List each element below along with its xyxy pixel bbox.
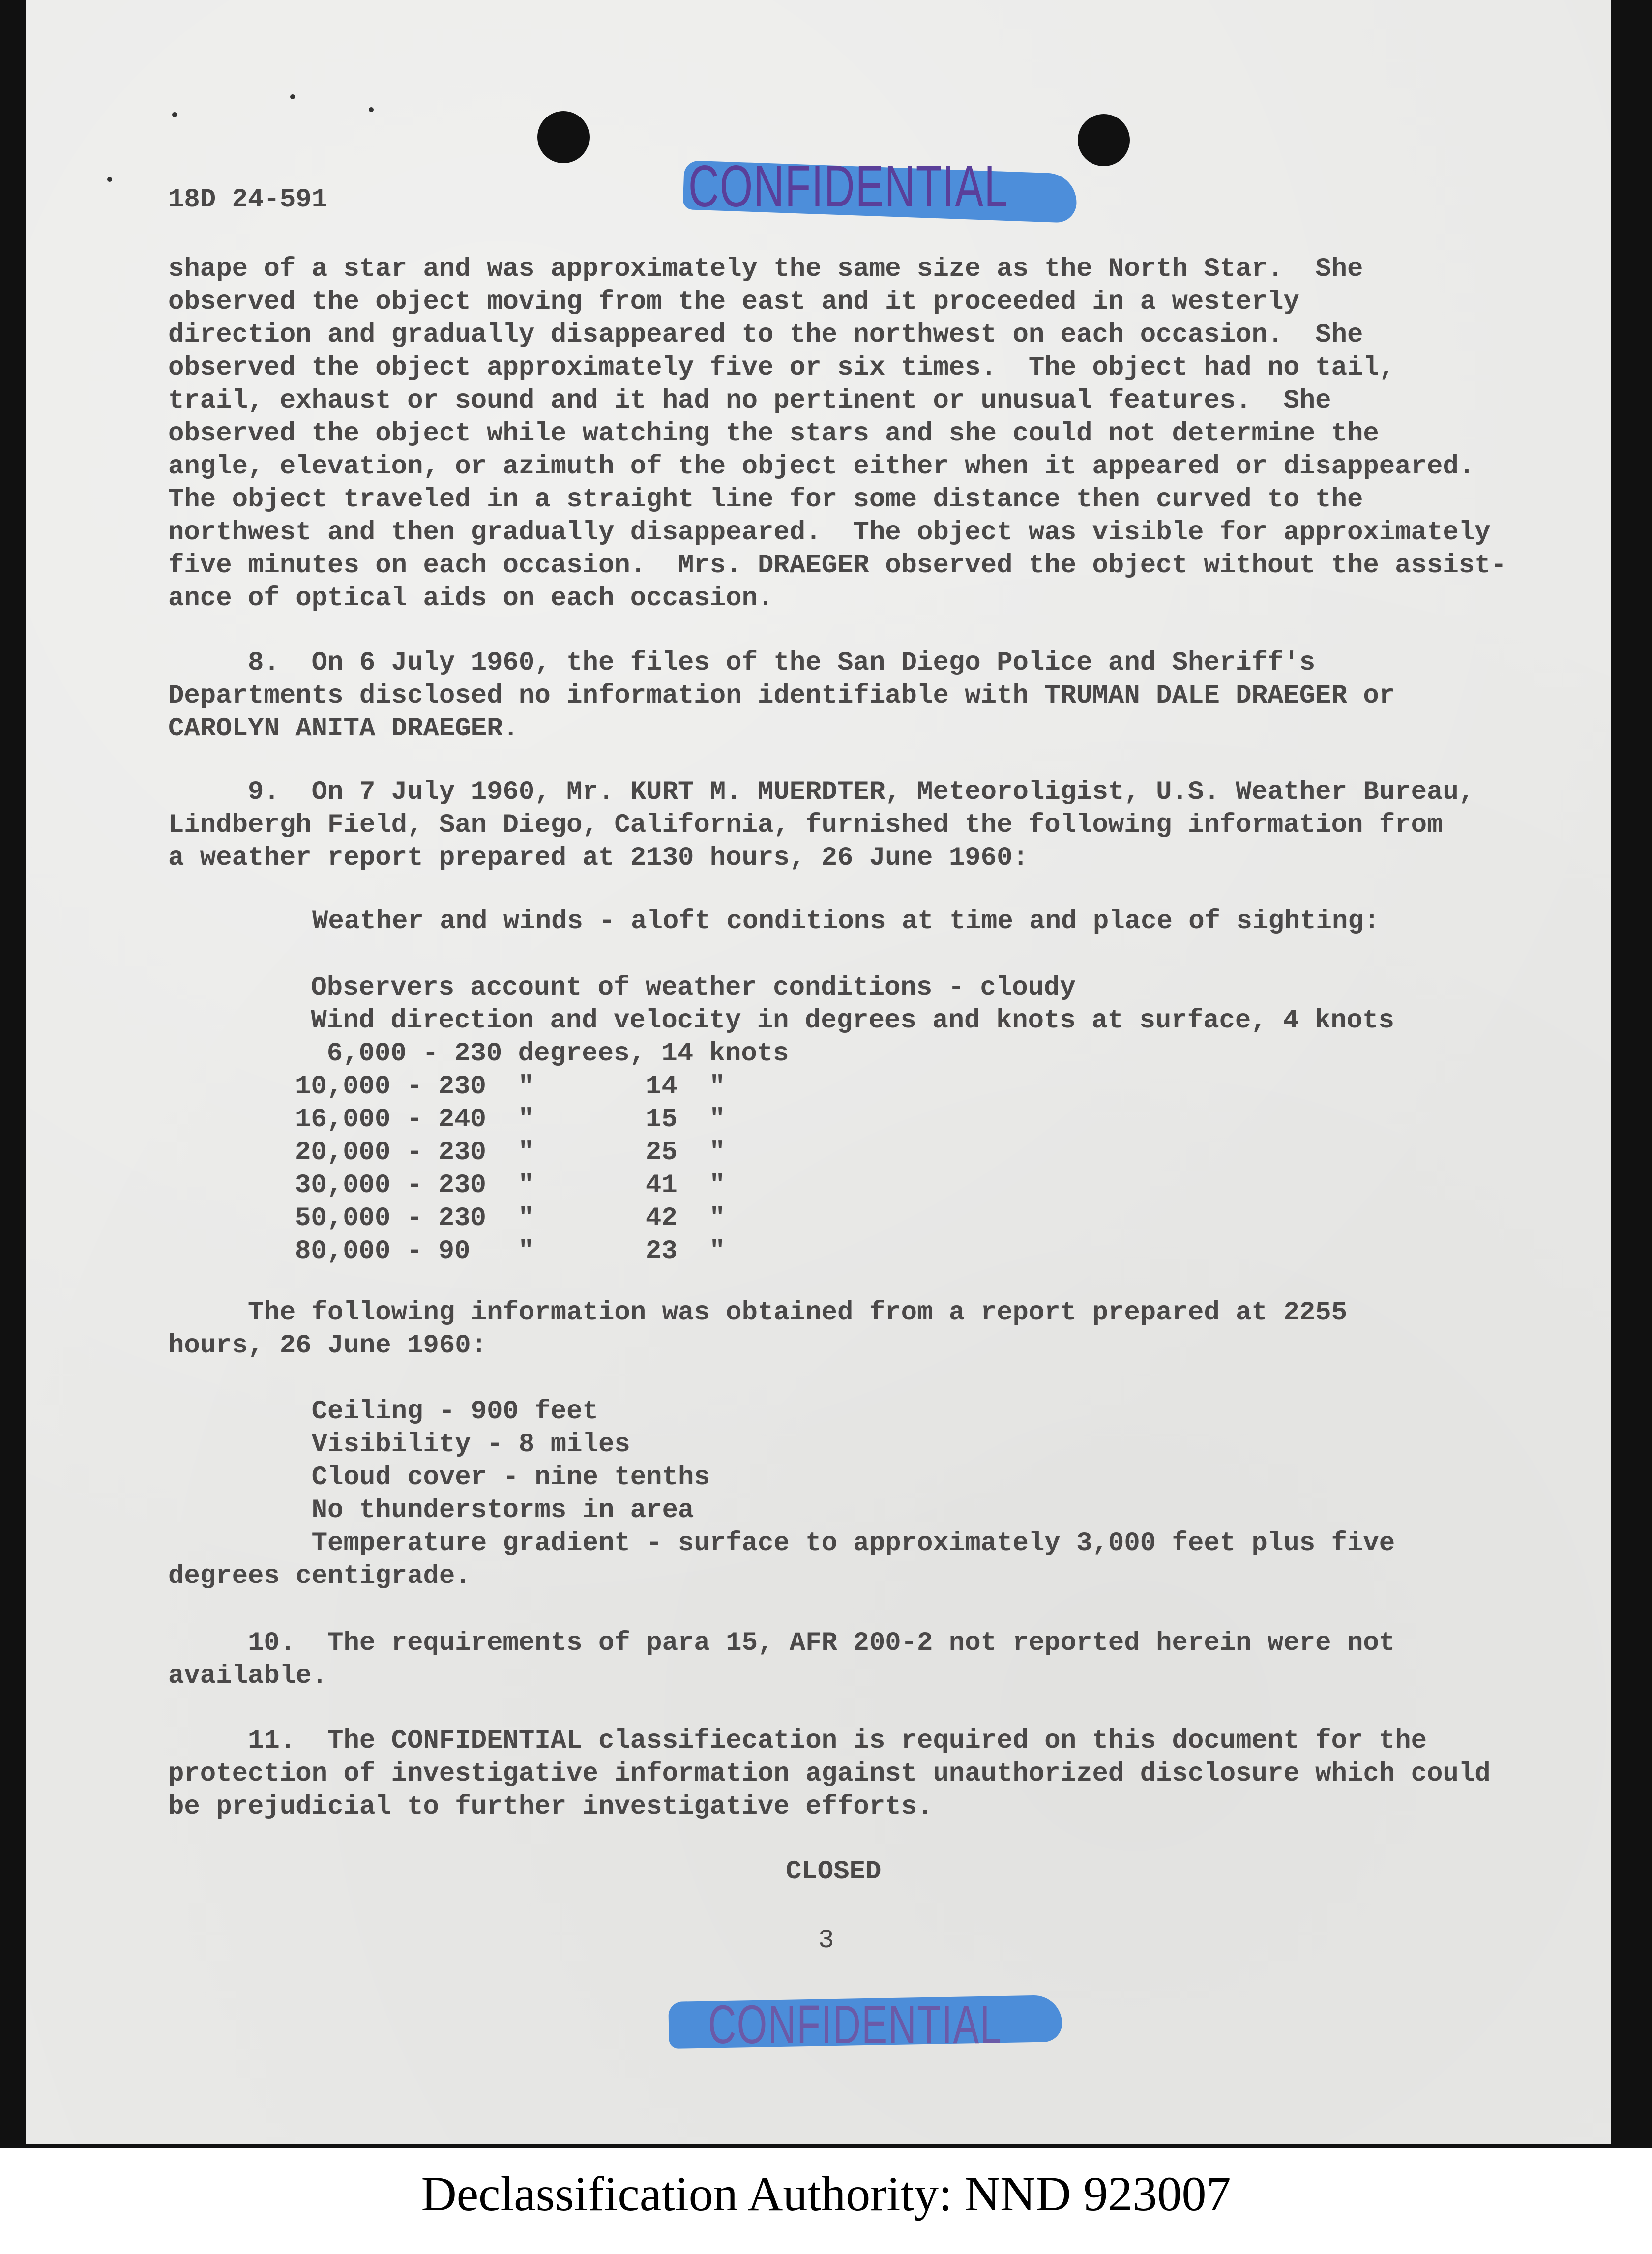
speck [290, 94, 295, 99]
speck [107, 177, 112, 182]
confidential-stamp-bottom: CONFIDENTIAL [669, 1993, 1072, 2052]
weather-table: Observers account of weather conditions - cloudy Wind direction and velocity in degrees and knots at surface, 4 knots 6,000 - 230 degrees, 14 knots 10,000 - 230 " 14 " 16,000 - 240 " 15 " 20,000 - 230 " 25 " 30,000 - 230 " 41 " 50,000 - 230 " 42 " 80,000 - 90 " 23 " [295, 973, 1394, 1266]
report-details: Ceiling - 900 feet Visibility - 8 miles Cloud cover - nine tenths No thunderstorms in area Temperature gradient - surface to approximately 3,000 feet plus five degrees centigrade. [168, 1397, 1395, 1591]
paragraph-10: 10. The requirements of para 15, AFR 200-2 not reported herein were not available. [168, 1628, 1395, 1691]
weather-heading: Weather and winds - aloft conditions at time and place of sighting: [312, 907, 1380, 937]
page-number: 3 [818, 1926, 834, 1956]
paragraph-continued: shape of a star and was approximately the same size as the North Star. She observed the object moving from the east and it proceeded in a westerly direction and gradually disappeared to the northwest on each occasion. She observed the object approximately five or six times. The object had no tail, trail, exhaust or sound and it had no pertinent or unusual features. She observed the object while watching the stars and she could not determine the angle, elevation, or azimuth of the object either when it appeared or disappeared. The object traveled in a straight line for some distance then curved to the northwest and then gradually disappeared. The object was visible for approximately five minutes on each occasion. Mrs. DRAEGER observed the object without the assist- ance of optical aids on each occasion. [168, 254, 1507, 614]
file-number: 18D 24-591 [168, 185, 328, 215]
paragraph-9: 9. On 7 July 1960, Mr. KURT M. MUERDTER, Meteoroligist, U.S. Weather Bureau, Lindbergh Field, San Diego, California, furnished the following information from a weather report prepared at 2130 hours, 26 June 1960: [168, 777, 1475, 873]
confidential-stamp-top: CONFIDENTIAL [669, 147, 1082, 221]
speck [172, 112, 177, 117]
closed-label: CLOSED [786, 1857, 882, 1887]
declassification-caption: Declassification Authority: NND 923007 [421, 2166, 1231, 2221]
speck [369, 107, 374, 112]
paragraph-11: 11. The CONFIDENTIAL classifiecation is required on this document for the protection of investigative information against unauthorized disclosure which could be prejudicial to further investigative efforts. [168, 1726, 1491, 1822]
punch-hole [537, 111, 590, 163]
following-report-intro: The following information was obtained from a report prepared at 2255 hours, 26 June 1960: [168, 1298, 1347, 1361]
paragraph-8: 8. On 6 July 1960, the files of the San Diego Police and Sheriff's Departments disclosed no information identifiable with TRUMAN DALE DRAEGER or CAROLYN ANITA DRAEGER. [168, 648, 1395, 744]
punch-hole [1078, 114, 1130, 166]
